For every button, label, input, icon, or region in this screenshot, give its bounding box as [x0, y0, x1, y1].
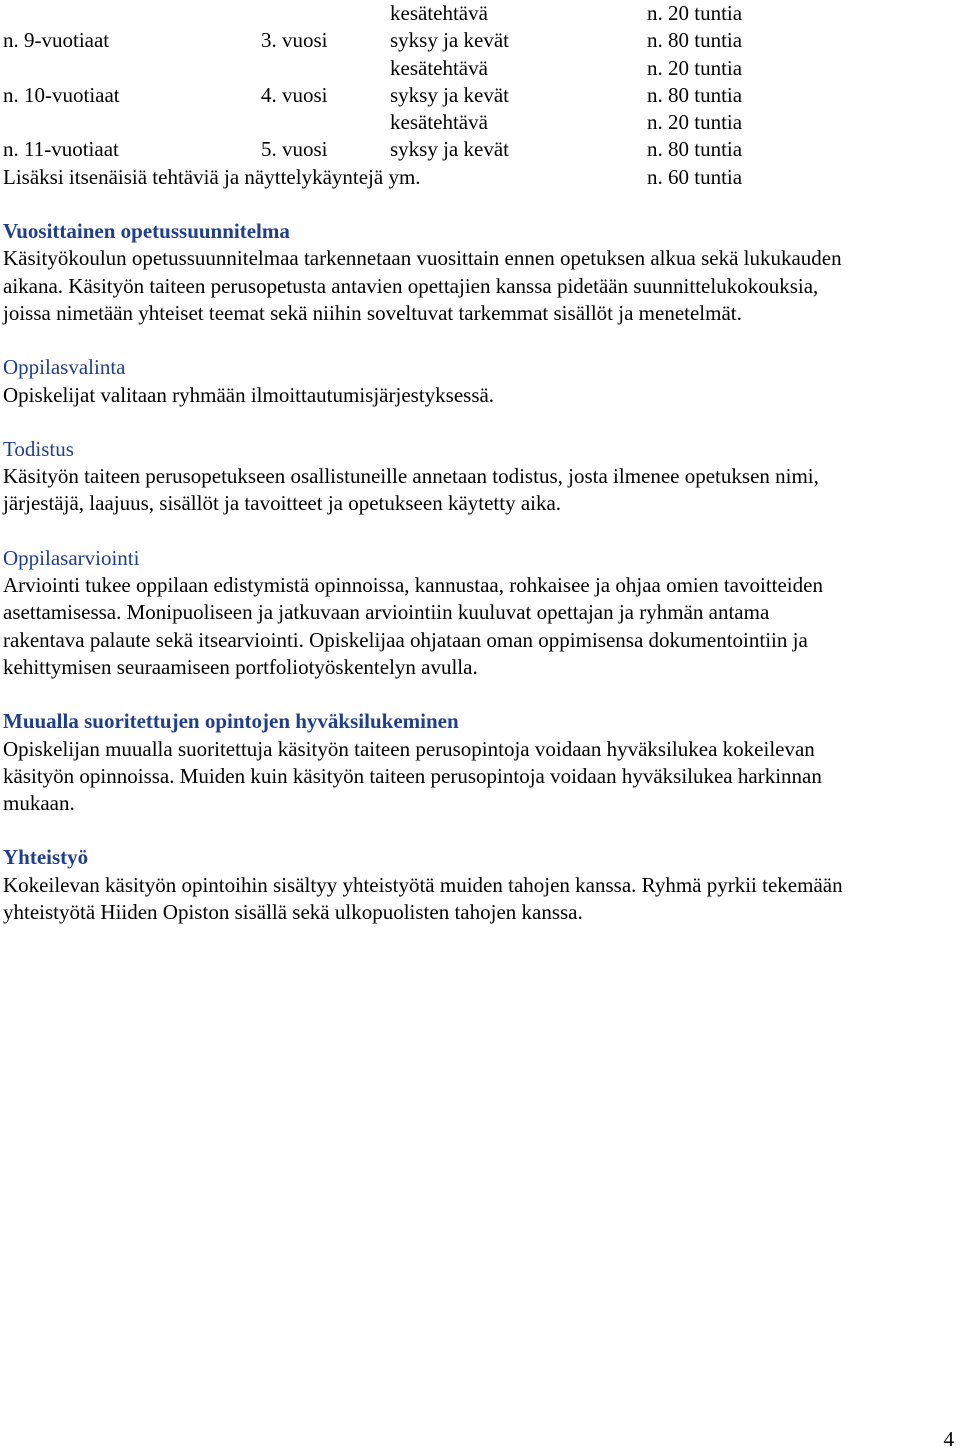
schedule-row	[3, 109, 953, 136]
age-cell: n. 9-vuotiaat	[3, 28, 110, 53]
hours-cell: n. 80 tuntia	[647, 28, 743, 53]
section-yhteistyo	[3, 844, 953, 926]
paragraph-line: Käsityön taiteen perusopetukseen osallistuneille annetaan todistus, josta ilmenee opetuksen nimi,	[3, 464, 819, 489]
paragraph-line: Käsityökoulun opetussuunnitelmaa tarkennetaan vuosittain ennen opetuksen alkua sekä lukukauden	[3, 246, 842, 271]
section-heading: Oppilasarviointi	[3, 545, 140, 570]
paragraph-line: Kokeilevan käsityön opintoihin sisältyy yhteistyötä muiden tahojen kanssa. Ryhmä pyrkii tekemään	[3, 872, 843, 897]
paragraph-line: kehittymisen seuraamiseen portfoliotyöskentelyn avulla.	[3, 654, 478, 679]
period-cell: kesätehtävä	[390, 55, 488, 80]
section-todistus	[3, 436, 953, 518]
hours-cell: n. 20 tuntia	[647, 55, 743, 80]
schedule-row	[3, 55, 953, 82]
section-oppilasvalinta	[3, 354, 953, 409]
hours-cell: n. 20 tuntia	[647, 110, 743, 135]
schedule-row	[3, 82, 953, 109]
paragraph-line: Arviointi tukee oppilaan edistymistä opinnoissa, kannustaa, rohkaisee ja ohjaa omien tavoitteiden	[3, 573, 823, 598]
schedule-table	[3, 0, 953, 191]
schedule-row	[3, 0, 953, 27]
period-cell: syksy ja kevät	[390, 28, 509, 53]
paragraph-line: aikana. Käsityön taiteen perusopetusta antavien opettajien kanssa pidetään suunnittelukokouksia,	[3, 273, 819, 298]
section-heading: Todistus	[3, 436, 74, 461]
section-heading: Yhteistyö	[3, 845, 89, 870]
hours-cell: n. 20 tuntia	[647, 1, 743, 25]
paragraph-line: järjestäjä, laajuus, sisällöt ja tavoitteet ja opetukseen käytetty aika.	[3, 491, 562, 516]
period-cell: kesätehtävä	[390, 1, 488, 25]
paragraph-line: käsityön opinnoissa. Muiden kuin käsityön taiteen perusopintoja voidaan hyväksilukea harkinnan	[3, 763, 822, 788]
year-cell: 5. vuosi	[261, 137, 328, 162]
paragraph-line: Opiskelijan muualla suoritettuja käsityön taiteen perusopintoja voidaan hyväksilukea kokeilevan	[3, 736, 815, 761]
paragraph-line: joissa nimetään yhteiset teemat sekä niihin soveltuvat tarkemmat sisällöt ja menetelmät.	[3, 300, 742, 325]
paragraph-line: rakentava palaute sekä itsearviointi. Opiskelijaa ohjataan oman oppimisensa dokumentointiin ja	[3, 627, 808, 652]
section-heading: Oppilasvalinta	[3, 355, 126, 380]
age-cell: n. 10-vuotiaat	[3, 82, 120, 107]
section-vuosittainen-opetussuunnitelma	[3, 218, 953, 327]
hours-cell: n. 80 tuntia	[647, 82, 743, 107]
extra-hours: n. 60 tuntia	[647, 164, 743, 189]
schedule-extra-row	[3, 164, 953, 191]
section-heading: Muualla suoritettujen opintojen hyväksilukeminen	[3, 709, 459, 734]
hours-cell: n. 80 tuntia	[647, 137, 743, 162]
extra-text: Lisäksi itsenäisiä tehtäviä ja näyttelykäyntejä ym.	[3, 164, 421, 189]
period-cell: syksy ja kevät	[390, 137, 509, 162]
paragraph-line: yhteistyötä Hiiden Opiston sisällä sekä ulkopuolisten tahojen kanssa.	[3, 900, 583, 925]
page-number: 4	[943, 1427, 954, 1451]
section-hyvaksilukeminen	[3, 708, 953, 817]
paragraph-line: mukaan.	[3, 791, 75, 816]
document-page	[3, 0, 953, 926]
period-cell: kesätehtävä	[390, 110, 488, 135]
section-oppilasarviointi	[3, 545, 953, 681]
schedule-row	[3, 27, 953, 54]
paragraph-line: asettamisessa. Monipuoliseen ja jatkuvaan arviointiin kuuluvat opettajan ja ryhmän antama	[3, 600, 770, 625]
year-cell: 3. vuosi	[261, 28, 328, 53]
paragraph-line: Opiskelijat valitaan ryhmään ilmoittautumisjärjestyksessä.	[3, 382, 495, 407]
age-cell: n. 11-vuotiaat	[3, 137, 119, 162]
period-cell: syksy ja kevät	[390, 82, 509, 107]
schedule-row	[3, 136, 953, 163]
year-cell: 4. vuosi	[261, 82, 328, 107]
section-heading: Vuosittainen opetussuunnitelma	[3, 219, 290, 244]
